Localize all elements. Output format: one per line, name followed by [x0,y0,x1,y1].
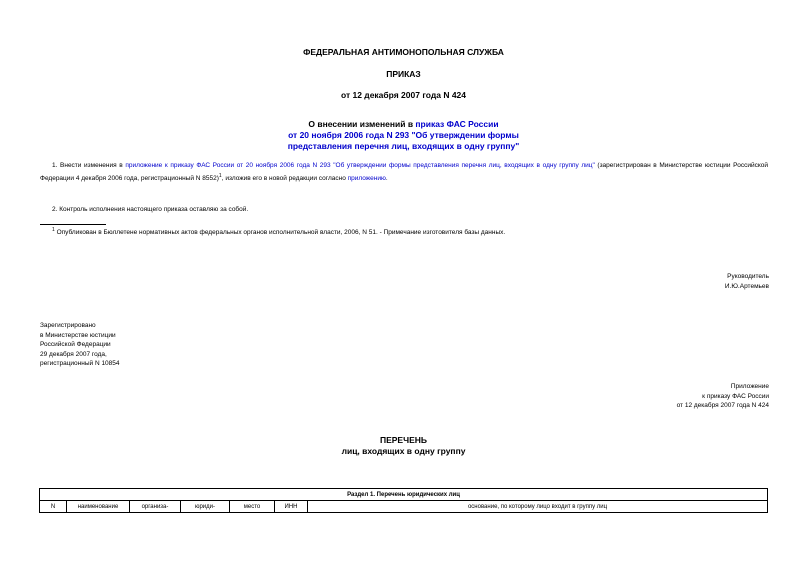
footnote: $^1$ Опубликован в Бюллетене нормативных актов федеральных органов исполнительной власти, 2006, N 51. - Примечание изготовителя базы данных. [52,227,506,237]
link-appendix-order-293[interactable]: приложение к приказу ФАС России от 20 ноября 2006 года N 293 "Об утверждении формы представления перечня лиц, входящих в одну группу лиц" [125,162,595,169]
appendix-line: от 12 декабря 2007 года N 424 [676,402,769,410]
table-section-title: Раздел 1. Перечень юридических лиц [40,489,768,501]
col-header-org-form: организа- [130,501,181,513]
appendix-block [677,382,769,411]
footnote-ref[interactable]: 1 [218,173,222,179]
col-header-name: наименование [67,501,130,513]
order-title: ПРИКАЗ [386,69,421,79]
signature-title: Руководитель [727,273,769,280]
legal-entities-table [39,488,768,513]
signature-name: И.Ю.Артемьев [724,283,769,290]
link-appendix[interactable]: приложению [347,175,386,183]
table-section-row [40,489,768,501]
link-order-293-line2[interactable]: от 20 ноября 2006 года N 293 "Об утверждении формы [288,130,519,140]
footnote-mark: 1 [52,227,55,233]
registration-line: регистрационный N 10854 [40,360,120,368]
paragraph-2: 2. Контроль исполнения настоящего приказа оставляю за собой. [52,206,249,213]
list-subtitle: лиц, входящих в одну группу [341,446,466,456]
registration-line: Российской Федерации [40,341,111,349]
col-header-legal: юриди- [181,501,230,513]
col-header-basis: основание, по которому лицо входит в группу лиц [308,501,768,513]
col-header-inn: ИНН [275,501,308,513]
appendix-line: Приложение [730,383,769,390]
order-date: от 12 декабря 2007 года N 424 [340,90,467,100]
link-order-293-line3[interactable]: представления перечня лиц, входящих в одну группу" [287,141,520,151]
appendix-line: к приказу ФАС России [702,392,769,400]
registration-block [40,321,120,369]
paragraph-1: 1. Внести изменения в приложение к приказу ФАС России от 20 ноября 2006 года N 293 "Об утверждении формы представления перечня лиц, входящих в одну группу лиц" (зарегистрирован в Министерстве юстиции Российской Федерации 4 декабря 2006 года, регистрационный N 8552)$^1$, изложив его в новой редакции согласно приложению. [40,162,769,183]
col-header-location: место [230,501,275,513]
list-title: ПЕРЕЧЕНЬ [379,435,427,445]
table-header-row [40,501,768,513]
order-subject: О внесении изменений в приказ ФАС России от 20 ноября 2006 года N 293 "Об утверждении формы представления перечня лиц, входящих в одну группу" [287,119,520,151]
registration-line: 29 декабря 2007 года, [40,350,107,358]
col-header-n: N [40,501,67,513]
agency-name: ФЕДЕРАЛЬНАЯ АНТИМОНОПОЛЬНАЯ СЛУЖБА [303,47,504,57]
registration-line: в Министерстве юстиции [40,331,116,339]
registration-line: Зарегистрировано [40,322,96,329]
link-order-293[interactable]: приказ ФАС России [415,119,499,129]
